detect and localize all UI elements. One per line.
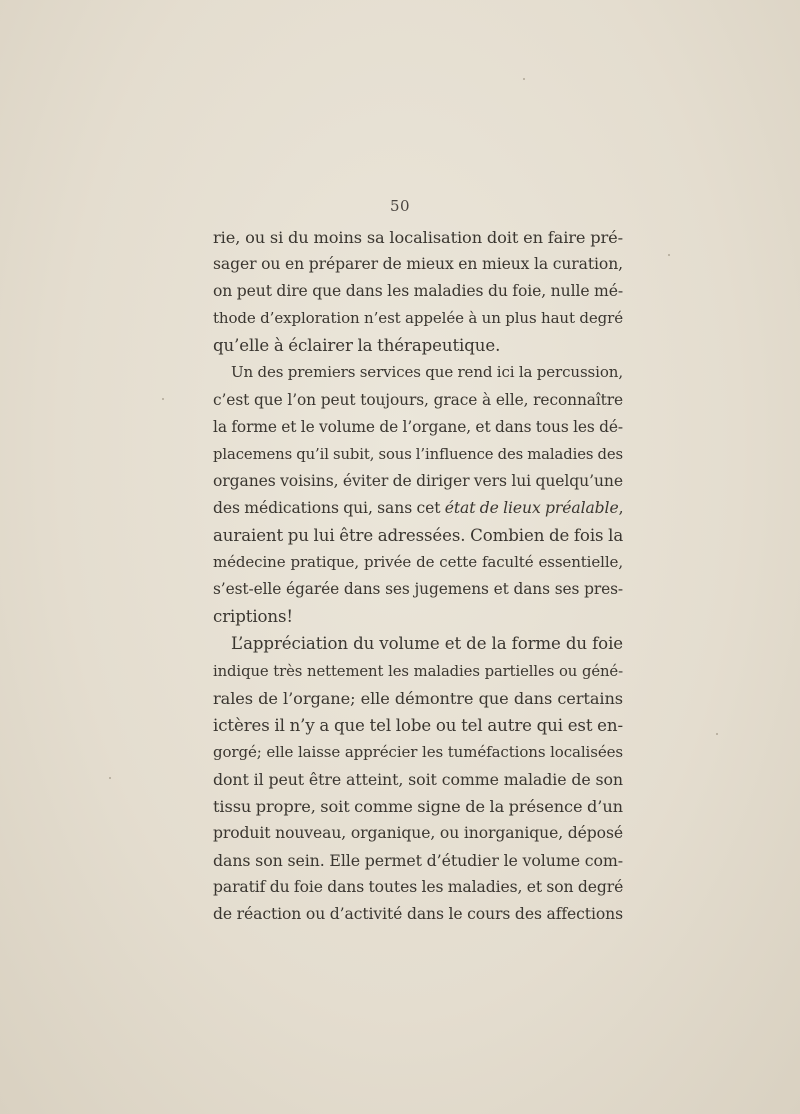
text-line: médecine pratique, privée de cette faculté essentielle,	[213, 553, 623, 572]
text-line: qu’elle à éclairer la thérapeutique.	[213, 336, 501, 356]
paper-speck	[716, 733, 718, 735]
text-line	[213, 495, 623, 522]
text-line: thode d’exploration n’est appelée à un plus haut degré	[213, 309, 623, 328]
text-line: dont il peut être atteint, soit comme maladie de son	[213, 769, 623, 789]
text-line: auraient pu lui être adressées. Combien de fois la	[213, 526, 624, 546]
paper-speck	[109, 777, 111, 779]
text-line: on peut dire que dans les maladies du foie, nulle mé-	[213, 282, 623, 301]
text-line: de réaction ou d’activité dans le cours des affections	[213, 905, 623, 924]
text-line: rales de l’organe; elle démontre que dans certains	[213, 688, 623, 708]
paper-speck	[523, 78, 525, 80]
text-line: dans son sein. Elle permet d’étudier le volume com-	[213, 851, 623, 871]
paper-speck	[162, 398, 164, 400]
text-line: criptions!	[213, 607, 293, 627]
text-line: indique très nettement les maladies partielles ou géné-	[213, 662, 623, 680]
page-number: 50	[389, 197, 411, 215]
text-line: c’est que l’on peut toujours, grace à elle, reconnaître	[213, 390, 623, 409]
text-line: organes voisins, éviter de diriger vers lui quelqu’une	[213, 471, 623, 490]
text-line: rie, ou si du moins sa localisation doit en faire pré-	[213, 228, 623, 247]
text-line: L’appréciation du volume et de la forme du foie	[231, 634, 623, 654]
text-line: gorgé; elle laisse apprécier les tuméfactions localisées	[213, 742, 623, 761]
text-line: placemens qu’il subit, sous l’influence des maladies des	[213, 445, 623, 463]
text-line: la forme et le volume de l’organe, et dans tous les dé-	[213, 417, 623, 436]
italic-phrase: état de lieux préalable	[444, 498, 619, 517]
body-text	[213, 224, 623, 928]
text-line: tissu propre, soit comme signe de la présence d’un	[213, 796, 624, 816]
text-line: ictères il n’y a que tel lobe ou tel autre qui est en-	[213, 715, 623, 735]
text-line: Un des premiers services que rend ici la percussion,	[231, 363, 623, 382]
text-line: paratif du foie dans toutes les maladies, et son degré	[213, 878, 624, 897]
text-segment: des médications qui, sans cet	[213, 498, 445, 517]
paper-speck	[668, 254, 670, 256]
text-line: sager ou en préparer de mieux en mieux la curation,	[213, 255, 623, 274]
text-line: s’est-elle égarée dans ses jugemens et dans ses pres-	[213, 580, 623, 599]
text-line: produit nouveau, organique, ou inorganique, déposé	[213, 824, 623, 843]
text-segment: ,	[618, 498, 624, 517]
